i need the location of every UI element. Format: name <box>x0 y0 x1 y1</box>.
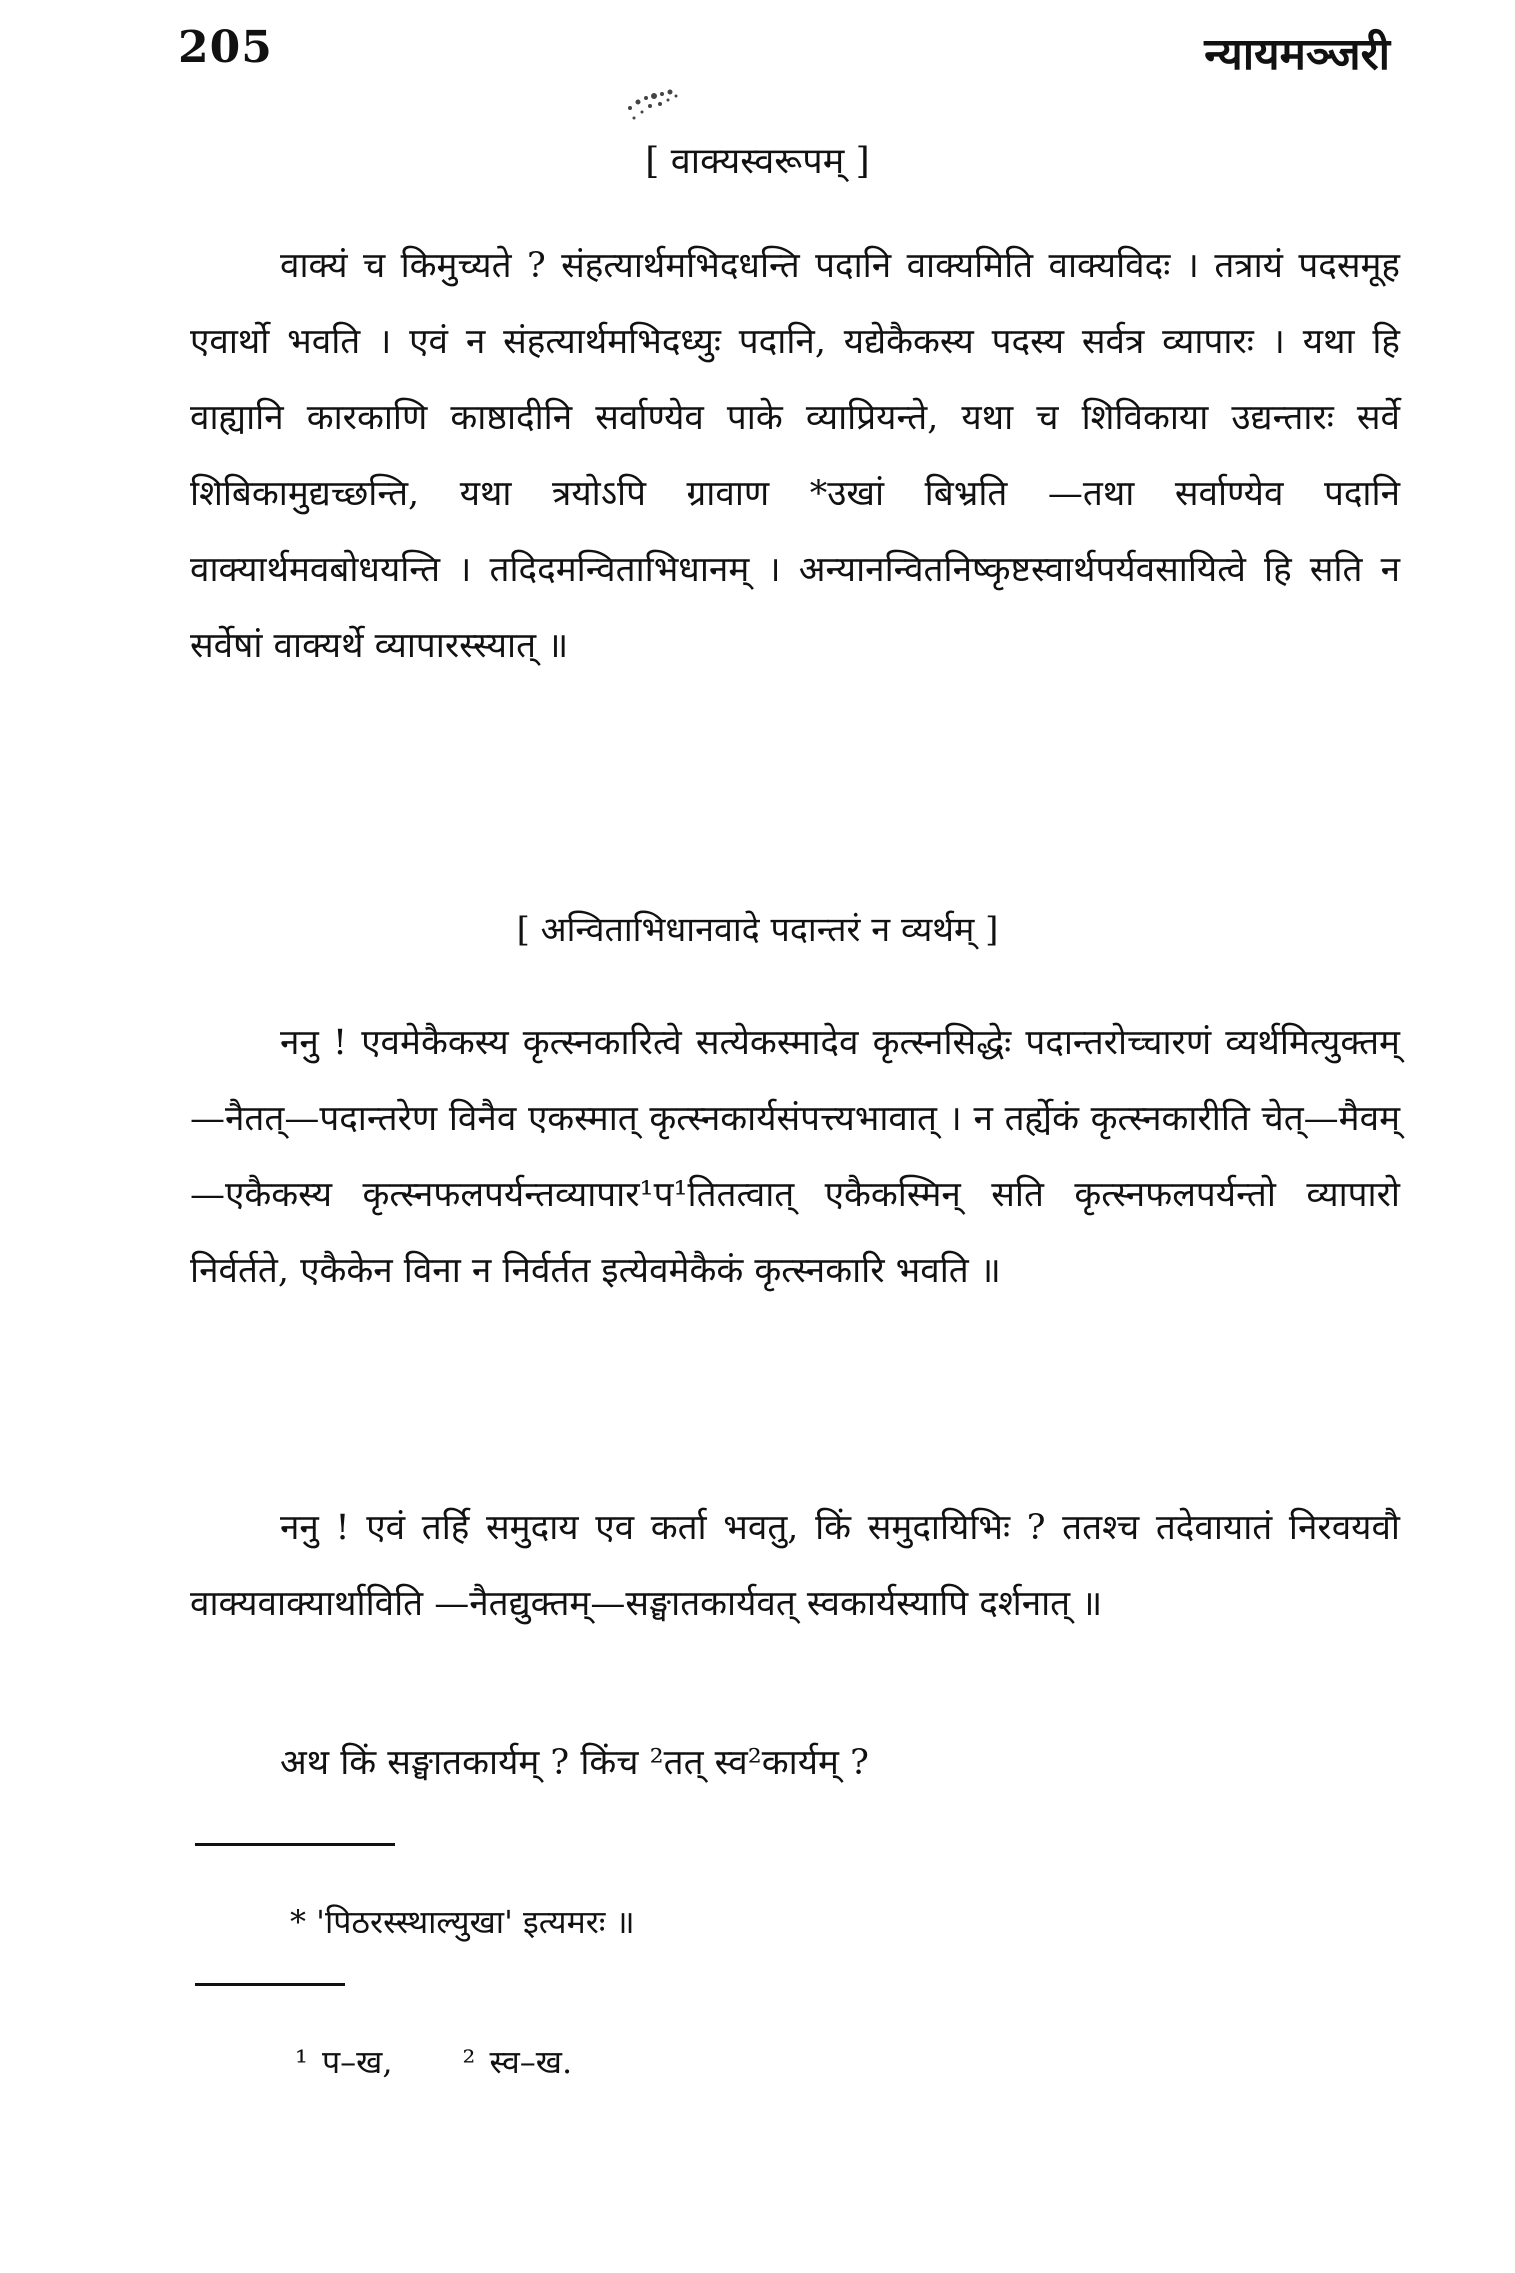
page-number: 205 <box>178 22 273 73</box>
paragraph-objection-padantara <box>190 1005 1400 1309</box>
paragraph-samudaya <box>190 1490 1400 1642</box>
paragraph-text: वाक्यं च किमुच्यते ? संहत्यार्थमभिदधन्ति पदानि वाक्यमिति वाक्यविदः । तत्रायं पदसमूह एवार्थो भवति । एवं न संहत्यार्थमभिदध्युः पदानि, यद्येकैकस्य पदस्य सर्वत्र व्यापारः । यथा हि वाह्यानि कारकाणि काष्ठादीनि सर्वाण्येव पाके व्याप्रियन्ते, यथा च शिविकाया उद्यन्तारः सर्वे शिबिकामुद्यच्छन्ति, यथा त्रयोऽपि ग्रावाण *उखां बिभ्रति —तथा सर्वाण्येव पदानि वाक्यार्थमवबोधयन्ति । तदिदमन्विताभिधानम् । अन्यानन्वितनिष्कृष्टस्वार्थपर्यवसायित्वे हि सति न सर्वेषां वाक्यर्थे व्यापारस्स्यात् ॥ <box>190 246 1400 666</box>
ornament-icon <box>610 78 700 128</box>
variant-rule <box>195 1983 345 1986</box>
footnote-star: * 'पिठरस्स्थाल्युखा' इत्यमरः ॥ <box>290 1903 635 1941</box>
section-heading-vakya-svarupa: [ वाक्यस्वरूपम् ] <box>645 141 870 182</box>
paragraph-text: अथ किं सङ्घातकार्यम् ? किंच ²तत् स्व²कार्यम् ? <box>280 1743 869 1783</box>
section-heading-anvita: [ अन्विताभिधानवादे पदान्तरं न व्यर्थम् ] <box>516 910 999 950</box>
variant-2: ² स्व–ख. <box>462 2043 573 2081</box>
paragraph-sanghata-question <box>190 1725 1400 1801</box>
footnote-rule <box>195 1843 395 1846</box>
paragraph-text: ननु ! एवमेकैकस्य कृत्स्नकारित्वे सत्येकस्मादेव कृत्स्नसिद्धेः पदान्तरोच्चारणं व्यर्थमित्युक्तम्—नैतत्—पदान्तरेण विनैव एकस्मात् कृत्स्नकार्यसंपत्त्यभावात् । न तर्ह्येकं कृत्स्नकारीति चेत्—मैवम्—एकैकस्य कृत्स्नफलपर्यन्तव्यापार¹प¹तितत्वात् एकैकस्मिन् सति कृत्स्नफलपर्यन्तो व्यापारो निर्वर्तते, एकैकेन विना न निर्वर्तत इत्येवमेकैकं कृत्स्नकारि भवति ॥ <box>190 1023 1400 1291</box>
variant-footnotes <box>295 2040 642 2083</box>
paragraph-vakya-definition <box>190 228 1400 684</box>
paragraph-text: ननु ! एवं तर्हि समुदाय एव कर्ता भवतु, किं समुदायिभिः ? ततश्च तदेवायातं निरवयवौ वाक्यवाक्यार्थाविति —नैतद्युक्तम्—सङ्घातकार्यवत् स्वकार्यस्यापि दर्शनात् ॥ <box>190 1508 1400 1624</box>
variant-1: ¹ प–ख, <box>295 2043 393 2081</box>
running-head: न्यायमञ्जरी <box>1204 29 1390 80</box>
